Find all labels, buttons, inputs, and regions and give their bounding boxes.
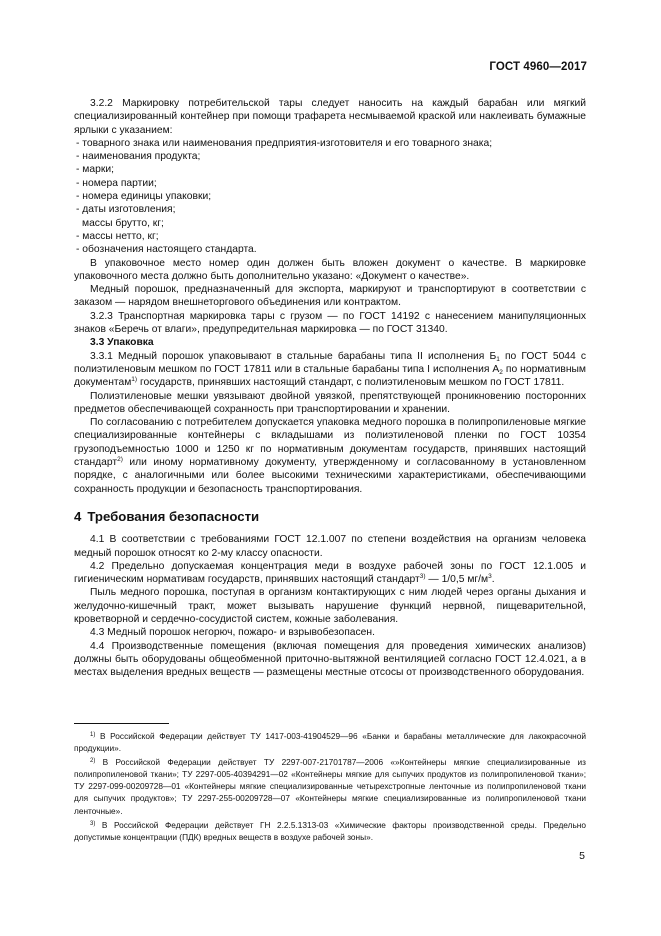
- subscript: 2: [499, 368, 503, 376]
- paragraph-3-3-1: [74, 350, 586, 390]
- text-run: по нормативным документам: [74, 363, 586, 389]
- footnote: [74, 730, 586, 754]
- superscript: 3: [488, 573, 492, 581]
- footnote-ref: 3): [419, 573, 426, 581]
- paragraph-3-2-3: 3.2.3 Транспортная маркировка тары с грузом — по ГОСТ 14192 с нанесением манипуляционных знаков «Беречь от влаги», предупредительная маркировка — по ГОСТ 31340.: [74, 310, 586, 336]
- footnote-separator: [74, 723, 169, 724]
- text-run: По согласованию с потребителем допускается упаковка медного порошка в полипропиленовые мягкие специализированные контейнеры с вкладышами из полиэтиленовой пленки по ГОСТ 10354 грузоподъемностью 1000 и 1250 кг по нормативным документам государств, принявших настоящий стандарт: [74, 417, 586, 469]
- text-run: — 1/0,5 мг/м: [425, 574, 489, 586]
- paragraph-4-3: 4.3 Медный порошок негорюч, пожаро- и взрывобезопасен.: [90, 627, 375, 639]
- footnote: [74, 819, 586, 843]
- paragraph-4-1: 4.1 В соответствии с требованиями ГОСТ 12.1.007 по степени воздействия на организм человека медный порошок относят ко 2-му классу опасности.: [74, 534, 586, 559]
- footnote-text: В Российской Федерации действует ГН 2.2.5.1313-03 «Химические факторы производственной среды. Предельно допустимые концентрации (ПДК) вредных веществ в воздухе рабочей зоны».: [74, 819, 586, 842]
- footnotes: [74, 730, 586, 845]
- subsection-heading-3-3: 3.3 Упаковка: [90, 337, 154, 349]
- paragraph-bags: Полиэтиленовые мешки увязывают двойной увязкой, препятствующей проникновению посторонних предметов обеспечивающей сохранность при транспортировании и хранении.: [74, 390, 586, 415]
- list-item: - обозначения настоящего стандарта.: [76, 244, 257, 256]
- text-run: или иному нормативному документу, утвержденному и согласованному в установленном порядке, с аналогичными или более высокими техническими характеристиками, обеспечивающими сохранность продукции и безопасность транспортирования.: [74, 457, 586, 495]
- section-title: Требования безопасности: [87, 508, 260, 524]
- footnote-mark: 1): [90, 732, 96, 738]
- marking-list: [74, 137, 586, 257]
- document-body: [74, 97, 586, 679]
- section-number: 4: [74, 508, 82, 524]
- list-item: - даты изготовления;: [76, 204, 176, 216]
- footnote-ref: 1): [131, 376, 138, 384]
- footnote-mark: 2): [90, 758, 96, 765]
- list-item: - марки;: [76, 164, 114, 176]
- paragraph-4-2: [74, 560, 586, 587]
- text-run: 4.2 Предельно допускаемая концентрация меди в воздухе рабочей зоны по ГОСТ 12.1.005 и гигиеническим нормативам государств, принявших настоящий стандарт: [74, 560, 586, 586]
- paragraph-quality-document: В упаковочное место номер один должен быть вложен документ о качестве. В маркировке упаковочного места должно быть дополнительно указано: «Документ о качестве».: [74, 257, 586, 282]
- paragraph-dust: Пыль медного порошка, поступая в организм контактирующих с ним людей через органы дыхания и желудочно-кишечный тракт, может вызывать нарушение функций нервной, пищеварительной, кроветворной и сердечно-сосудистой систем, кожные заболевания.: [74, 587, 586, 625]
- list-item: - номера партии;: [76, 177, 157, 189]
- footnote-text: В Российской Федерации действует ТУ 1417-003-41904529—96 «Банки и барабаны металлические для лакокрасочной продукции».: [74, 731, 586, 754]
- text-run: государств, принявших настоящий стандарт, с полиэтиленовым мешком по ГОСТ 17811.: [137, 377, 565, 389]
- page-number: 5: [579, 850, 585, 862]
- list-item: - номера единицы упаковки;: [76, 191, 212, 203]
- list-item: - товарного знака или наименования предприятия-изготовителя и его товарного знака;: [76, 137, 493, 149]
- paragraph-consumer: [74, 416, 586, 496]
- list-item: - массы нетто, кг;: [76, 230, 159, 242]
- footnote-text: В Российской Федерации действует ТУ 2297-007-21701787—2006 «»Контейнеры мягкие специализированные из полипропиленовой ткани»; ТУ 2297-005-40394291—02 «Контейнеры мягкие для сыпучих продуктов из полипропиленовой ткани»; ТУ 2297-099-00209728—01 «Контейнеры мягкие специализированные четырехстропные ленточные из полипропиленовой ткани для сыпучих продуктов»; ТУ 2297-255-00209728—07 «Контейнеры мягкие специализированные из полипропиленовой ткани ленточные».: [74, 757, 586, 816]
- footnote: [74, 756, 586, 816]
- text-run: по ГОСТ 5044 с полиэтиленовым мешком по ГОСТ 17811 или в стальные барабаны типа I исполнения А: [74, 350, 586, 375]
- section-heading-4: [74, 510, 586, 523]
- subscript: 1: [496, 355, 500, 363]
- paragraph-4-4: 4.4 Производственные помещения (включая помещения для проведения химических анализов) должны быть оборудованы общеобменной приточно-вытяжной вентиляцией согласно ГОСТ 12.4.021, а в местах выделения вредных веществ — размещены местные отсосы от производственного оборудования.: [74, 640, 586, 679]
- list-item: массы брутто, кг;: [82, 217, 164, 229]
- list-item: - наименования продукта;: [76, 151, 201, 163]
- footnote-mark: 3): [90, 820, 96, 827]
- document-header: ГОСТ 4960—2017: [489, 61, 587, 73]
- paragraph-export: Медный порошок, предназначенный для экспорта, маркируют и транспортируют в соответствии с заказом — нарядом внешнеторгового объединения или контрактом.: [74, 284, 586, 309]
- paragraph-3-2-2: 3.2.2 Маркировку потребительской тары следует наносить на каждый барабан или мягкий специализированный контейнер при помощи трафарета несмываемой краской или наклеивать бумажные ярлыки с указанием:: [74, 98, 586, 136]
- text-run: 3.3.1 Медный порошок упаковывают в стальные барабаны типа II исполнения Б: [90, 350, 497, 362]
- text-run: .: [491, 574, 495, 586]
- footnote-ref: 2): [117, 456, 123, 464]
